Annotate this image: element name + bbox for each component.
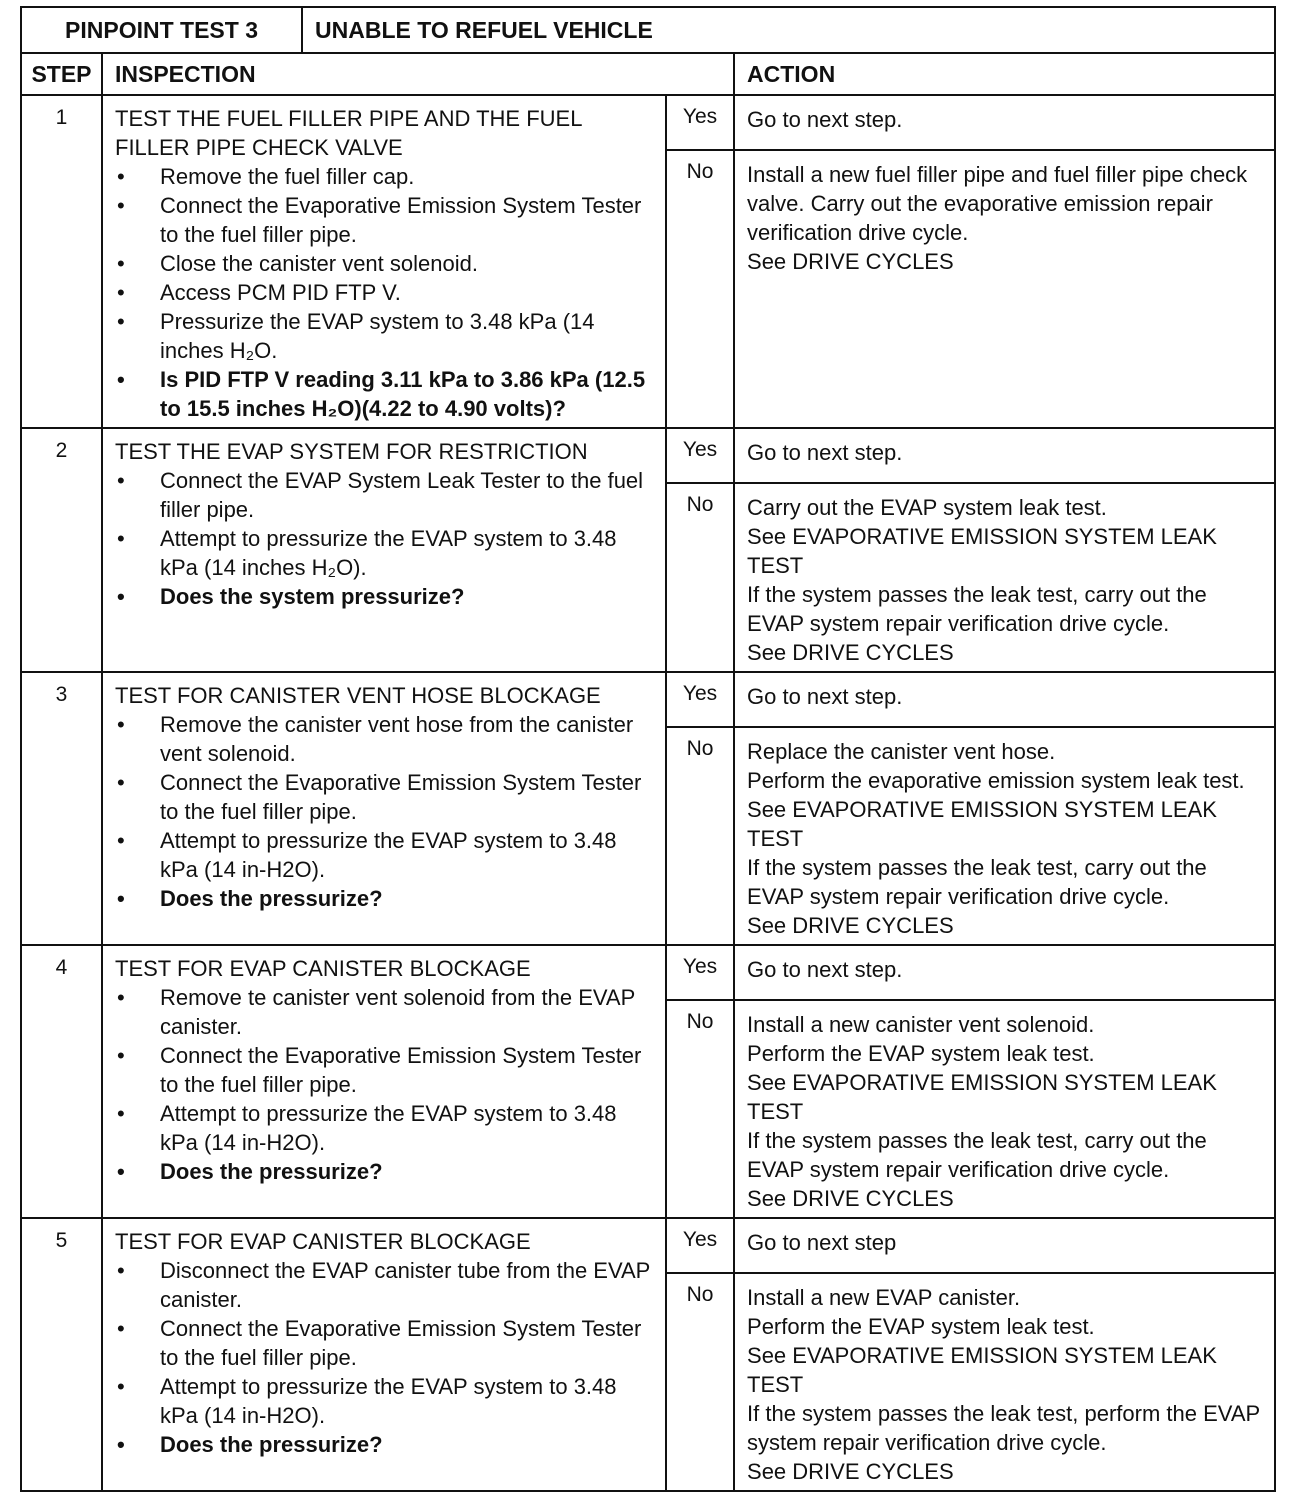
- inspection-bullet: • Connect the Evaporative Emission System Tester to the fuel filler pipe.: [115, 1041, 657, 1099]
- step-number: 4: [21, 945, 102, 1218]
- inspection-bullets: [115, 466, 657, 611]
- yes-action: Go to next step.: [734, 95, 1275, 150]
- no-action-line: Install a new canister vent solenoid.: [747, 1012, 1095, 1037]
- inspection-bullet: • Remove te canister vent solenoid from the EVAP canister.: [115, 983, 657, 1041]
- step-row: [21, 1218, 1275, 1273]
- no-action: [734, 727, 1275, 945]
- pinpoint-test-table: [20, 6, 1276, 1492]
- no-action-line: See EVAPORATIVE EMISSION SYSTEM LEAK TEST: [747, 1070, 1217, 1124]
- inspection-bullet: • Disconnect the EVAP canister tube from the EVAP canister.: [115, 1256, 657, 1314]
- no-action-line: See DRIVE CYCLES: [747, 249, 954, 274]
- inspection-title: TEST FOR EVAP CANISTER BLOCKAGE: [115, 1229, 531, 1254]
- yes-label: Yes: [666, 1218, 734, 1273]
- inspection-bullet: • Attempt to pressurize the EVAP system to 3.48 kPa (14 in-H2O).: [115, 1372, 657, 1430]
- no-action-line: See EVAPORATIVE EMISSION SYSTEM LEAK TEST: [747, 524, 1217, 578]
- no-action-line: Perform the evaporative emission system leak test.: [747, 768, 1245, 793]
- title-row: [21, 7, 1275, 53]
- test-title: UNABLE TO REFUEL VEHICLE: [302, 7, 1275, 53]
- yes-label: Yes: [666, 95, 734, 150]
- step-row: [21, 95, 1275, 150]
- inspection-bullet: • Connect the EVAP System Leak Tester to the fuel filler pipe.: [115, 466, 657, 524]
- yes-action: Go to next step.: [734, 428, 1275, 483]
- no-action-line: Carry out the EVAP system leak test.: [747, 495, 1107, 520]
- yes-label: Yes: [666, 428, 734, 483]
- inspection-bullets: [115, 162, 657, 423]
- inspection-cell: [102, 1218, 666, 1491]
- step-number: 2: [21, 428, 102, 672]
- inspection-bullet: • Pressurize the EVAP system to 3.48 kPa (14 inches H₂O.: [115, 307, 657, 365]
- inspection-bullet: • Remove the fuel filler cap.: [115, 162, 657, 191]
- inspection-title: TEST FOR EVAP CANISTER BLOCKAGE: [115, 956, 531, 981]
- inspection-cell: [102, 672, 666, 945]
- no-action-line: See EVAPORATIVE EMISSION SYSTEM LEAK TEST: [747, 1343, 1217, 1397]
- no-label: No: [666, 1000, 734, 1218]
- no-action: [734, 1273, 1275, 1491]
- inspection-title: TEST THE FUEL FILLER PIPE AND THE FUEL FILLER PIPE CHECK VALVE: [115, 106, 582, 160]
- step-number: 1: [21, 95, 102, 428]
- inspection-bullet: • Connect the Evaporative Emission System Tester to the fuel filler pipe.: [115, 1314, 657, 1372]
- inspection-bullet: • Attempt to pressurize the EVAP system to 3.48 kPa (14 in-H2O).: [115, 826, 657, 884]
- step-row: [21, 945, 1275, 1000]
- yes-action: Go to next step.: [734, 672, 1275, 727]
- test-id: PINPOINT TEST 3: [21, 7, 302, 53]
- no-action-line: If the system passes the leak test, carry out the EVAP system repair verification drive cycle.: [747, 1128, 1207, 1182]
- no-action-line: Perform the EVAP system leak test.: [747, 1314, 1095, 1339]
- inspection-question: • Does the pressurize?: [115, 1430, 657, 1459]
- no-label: No: [666, 1273, 734, 1491]
- no-action-line: Install a new fuel filler pipe and fuel filler pipe check valve. Carry out the evaporative emission repair verification drive cycle.: [747, 162, 1248, 245]
- no-action: [734, 483, 1275, 672]
- step-number: 5: [21, 1218, 102, 1491]
- inspection-bullet: • Attempt to pressurize the EVAP system to 3.48 kPa (14 in-H2O).: [115, 1099, 657, 1157]
- yes-action: Go to next step: [734, 1218, 1275, 1273]
- step-header: STEP: [21, 53, 102, 95]
- no-action-line: See DRIVE CYCLES: [747, 640, 954, 665]
- no-action-line: See DRIVE CYCLES: [747, 1186, 954, 1211]
- no-action: [734, 1000, 1275, 1218]
- inspection-bullet: • Connect the Evaporative Emission System Tester to the fuel filler pipe.: [115, 768, 657, 826]
- no-action-line: See DRIVE CYCLES: [747, 1459, 954, 1484]
- step-row: [21, 672, 1275, 727]
- inspection-bullet: • Access PCM PID FTP V.: [115, 278, 657, 307]
- yes-action: Go to next step.: [734, 945, 1275, 1000]
- inspection-question: • Does the pressurize?: [115, 1157, 657, 1186]
- inspection-bullets: [115, 983, 657, 1186]
- no-action-line: See DRIVE CYCLES: [747, 913, 954, 938]
- inspection-bullets: [115, 710, 657, 913]
- header-row: [21, 53, 1275, 95]
- inspection-bullet: • Attempt to pressurize the EVAP system to 3.48 kPa (14 inches H₂O).: [115, 524, 657, 582]
- step-number: 3: [21, 672, 102, 945]
- inspection-cell: [102, 95, 666, 428]
- no-action-line: See EVAPORATIVE EMISSION SYSTEM LEAK TEST: [747, 797, 1217, 851]
- no-action-line: If the system passes the leak test, carry out the EVAP system repair verification drive cycle.: [747, 855, 1207, 909]
- inspection-cell: [102, 945, 666, 1218]
- no-label: No: [666, 483, 734, 672]
- yes-label: Yes: [666, 945, 734, 1000]
- no-action-line: Install a new EVAP canister.: [747, 1285, 1021, 1310]
- inspection-title: TEST FOR CANISTER VENT HOSE BLOCKAGE: [115, 683, 601, 708]
- inspection-bullets: [115, 1256, 657, 1459]
- inspection-bullet: • Connect the Evaporative Emission System Tester to the fuel filler pipe.: [115, 191, 657, 249]
- no-label: No: [666, 727, 734, 945]
- inspection-cell: [102, 428, 666, 672]
- no-action-line: If the system passes the leak test, carry out the EVAP system repair verification drive cycle.: [747, 582, 1207, 636]
- action-header: ACTION: [734, 53, 1275, 95]
- no-action-line: Replace the canister vent hose.: [747, 739, 1056, 764]
- inspection-question: • Does the pressurize?: [115, 884, 657, 913]
- step-row: [21, 428, 1275, 483]
- inspection-bullet: • Close the canister vent solenoid.: [115, 249, 657, 278]
- no-label: No: [666, 150, 734, 428]
- no-action-line: If the system passes the leak test, perform the EVAP system repair verification drive cycle.: [747, 1401, 1260, 1455]
- no-action: [734, 150, 1275, 428]
- inspection-header: INSPECTION: [102, 53, 734, 95]
- inspection-question: • Does the system pressurize?: [115, 582, 657, 611]
- inspection-title: TEST THE EVAP SYSTEM FOR RESTRICTION: [115, 439, 588, 464]
- inspection-bullet: • Remove the canister vent hose from the canister vent solenoid.: [115, 710, 657, 768]
- inspection-question: • Is PID FTP V reading 3.11 kPa to 3.86 kPa (12.5 to 15.5 inches H₂O)(4.22 to 4.90 volts)?: [115, 365, 657, 423]
- no-action-line: Perform the EVAP system leak test.: [747, 1041, 1095, 1066]
- yes-label: Yes: [666, 672, 734, 727]
